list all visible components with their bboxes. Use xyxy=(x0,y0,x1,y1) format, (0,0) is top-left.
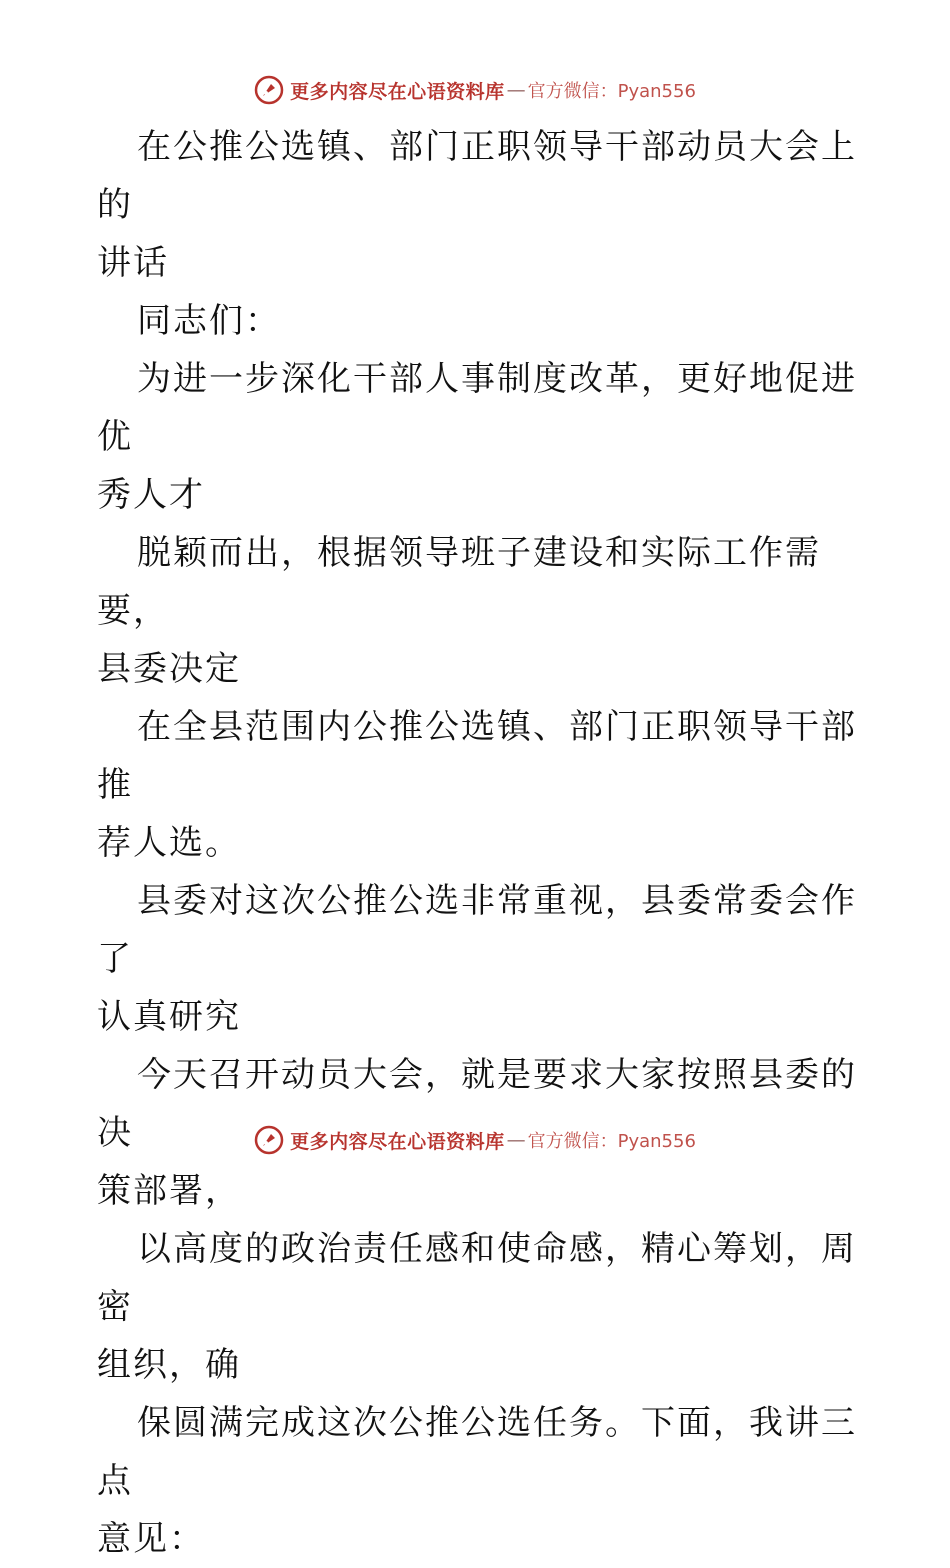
paragraph-title: 在公推公选镇、部门正职领导干部动员大会上的 讲话 xyxy=(97,127,857,283)
banner-main-text: 更多内容尽在心语资料库 xyxy=(290,1130,505,1153)
document-body xyxy=(97,118,867,1568)
paragraph: 在全县范围内公推公选镇、部门正职领导干部推 荐人选。 xyxy=(97,707,857,863)
paragraph: 以高度的政治责任感和使命感，精心筹划，周密 组织，确 xyxy=(97,1229,857,1385)
header-banner xyxy=(0,70,950,110)
paragraph: 脱颖而出，根据领导班子建设和实际工作需要， 县委决定 xyxy=(97,533,821,689)
banner-main-text: 更多内容尽在心语资料库 xyxy=(290,80,505,103)
pen-nib-logo-icon xyxy=(254,1125,284,1155)
paragraph: 保圆满完成这次公推公选任务。下面，我讲三点 意见： xyxy=(97,1403,857,1559)
banner-wechat-text: 官方微信：Pyan556 xyxy=(527,81,696,102)
footer-banner xyxy=(0,1120,950,1160)
paragraph: 为进一步深化干部人事制度改革，更好地促进优 秀人才 xyxy=(97,359,857,515)
pen-nib-logo-icon xyxy=(254,75,284,105)
paragraph-salutation: 同志们： xyxy=(137,301,281,341)
banner-wechat-text: 官方微信：Pyan556 xyxy=(527,1131,696,1152)
paragraph: 县委对这次公推公选非常重视，县委常委会作了 认真研究 xyxy=(97,881,857,1037)
banner-separator: — xyxy=(506,79,526,101)
paragraph: 今天召开动员大会，就是要求大家按照县委的决 策部署， xyxy=(97,1055,857,1211)
banner-separator: — xyxy=(506,1129,526,1151)
